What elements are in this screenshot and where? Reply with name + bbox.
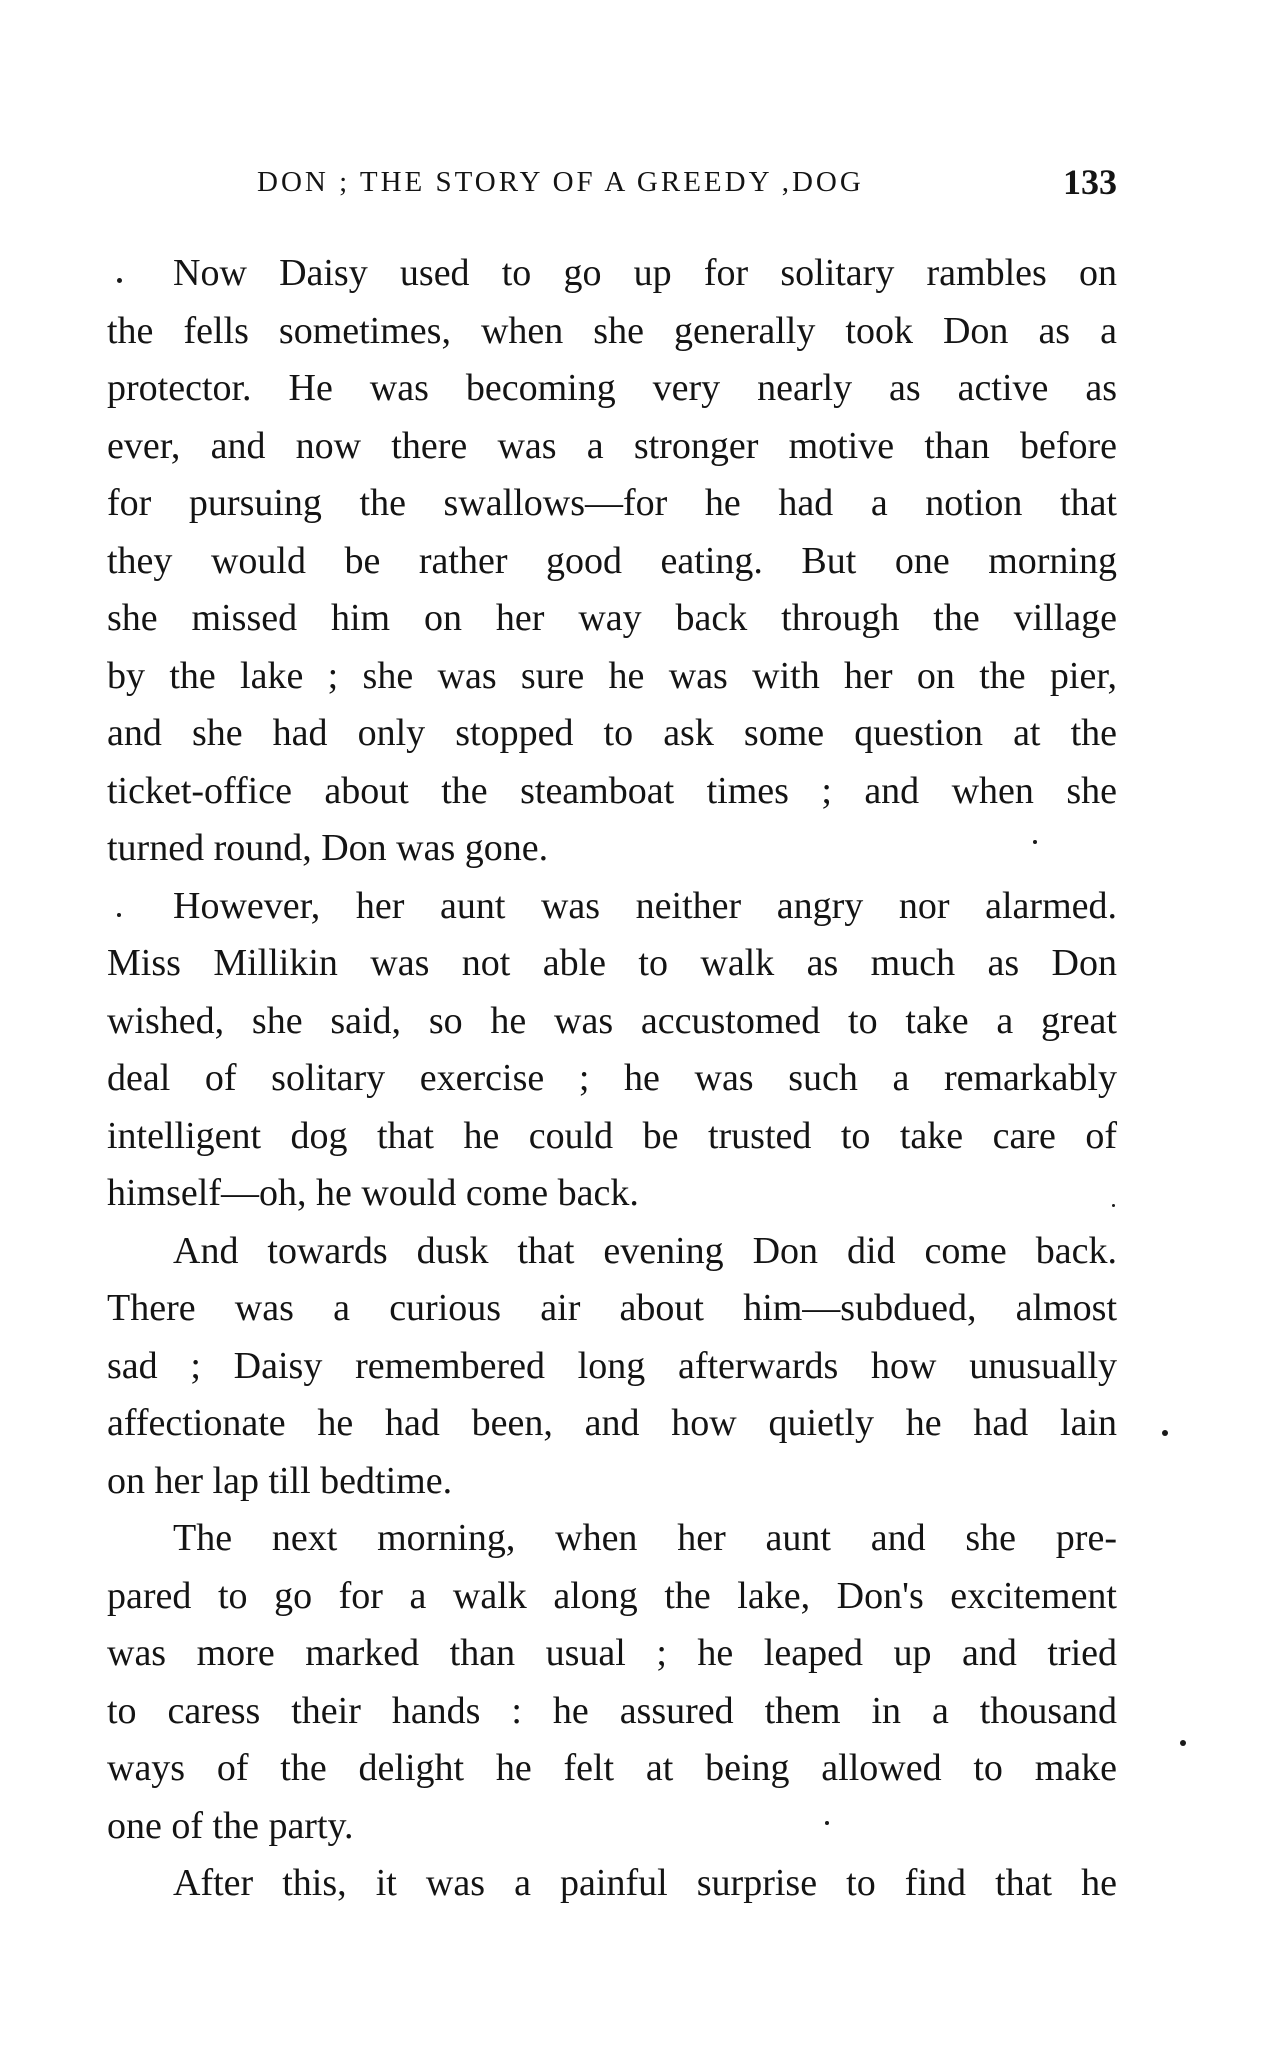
text-line: pared to go for a walk along the lake, Don's excitement (107, 1574, 1117, 1617)
text-line: turned round, Don was gone. (107, 827, 549, 869)
text-line: was more marked than usual ; he leaped up and tried (107, 1632, 1117, 1674)
text-line: and she had only stopped to ask some question at the (107, 712, 1117, 754)
ink-speck (1162, 1430, 1168, 1436)
text-line: After this, it was a painful surprise to find that he (173, 1862, 1117, 1904)
ink-speck (1180, 1740, 1186, 1746)
text-line: The next morning, when her aunt and she pre- (173, 1517, 1117, 1559)
text-line: wished, she said, so he was accustomed to take a great (107, 999, 1117, 1042)
text-line: on her lap till bedtime. (107, 1459, 453, 1502)
text-line: by the lake ; she was sure he was with her on the pier, (107, 654, 1117, 697)
text-line: the fells sometimes, when she generally took Don as a (107, 309, 1117, 352)
ink-speck (825, 1821, 829, 1825)
text-line: for pursuing the swallows—for he had a notion that (107, 482, 1117, 524)
ink-speck (117, 913, 121, 917)
ink-speck (1033, 840, 1037, 844)
ink-speck (1112, 1204, 1115, 1207)
running-title: DON ; THE STORY OF A GREEDY ,DOG (257, 166, 864, 198)
text-line: And towards dusk that evening Don did come back. (173, 1229, 1117, 1272)
text-line: However, her aunt was neither angry nor alarmed. (173, 884, 1117, 927)
running-head (107, 158, 1117, 206)
text-line: Miss Millikin was not able to walk as much as Don (107, 942, 1117, 984)
text-line: intelligent dog that he could be trusted to take care of (107, 1114, 1117, 1157)
paragraph-3 (107, 1223, 1117, 1511)
text-line: they would be rather good eating. But one morning (107, 539, 1117, 582)
text-line: There was a curious air about him—subdued, almost (107, 1287, 1117, 1329)
text-line: sad ; Daisy remembered long afterwards how unusually (107, 1344, 1117, 1387)
text-line: to caress their hands : he assured them in a thousand (107, 1689, 1117, 1732)
paragraph-1 (107, 245, 1117, 878)
text-line: affectionate he had been, and how quietly he had lain (107, 1402, 1117, 1444)
text-line: ticket-office about the steamboat times ; and when she (107, 769, 1117, 812)
page-number: 133 (1063, 162, 1117, 202)
text-line: one of the party. (107, 1804, 354, 1847)
text-line: protector. He was becoming very nearly as active as (107, 367, 1117, 409)
text-line: Now Daisy used to go up for solitary rambles on (173, 252, 1117, 294)
text-line: ways of the delight he felt at being allowed to make (107, 1747, 1117, 1789)
paragraph-5 (107, 1855, 1117, 1913)
paragraph-4 (107, 1510, 1117, 1855)
text-line: deal of solitary exercise ; he was such a remarkably (107, 1057, 1117, 1099)
paragraph-2 (107, 878, 1117, 1223)
text-line: himself—oh, he would come back. (107, 1172, 639, 1214)
text-line: she missed him on her way back through the village (107, 597, 1117, 639)
ink-speck (117, 278, 122, 283)
body-text (107, 245, 1117, 1913)
text-line: ever, and now there was a stronger motive than before (107, 424, 1117, 467)
